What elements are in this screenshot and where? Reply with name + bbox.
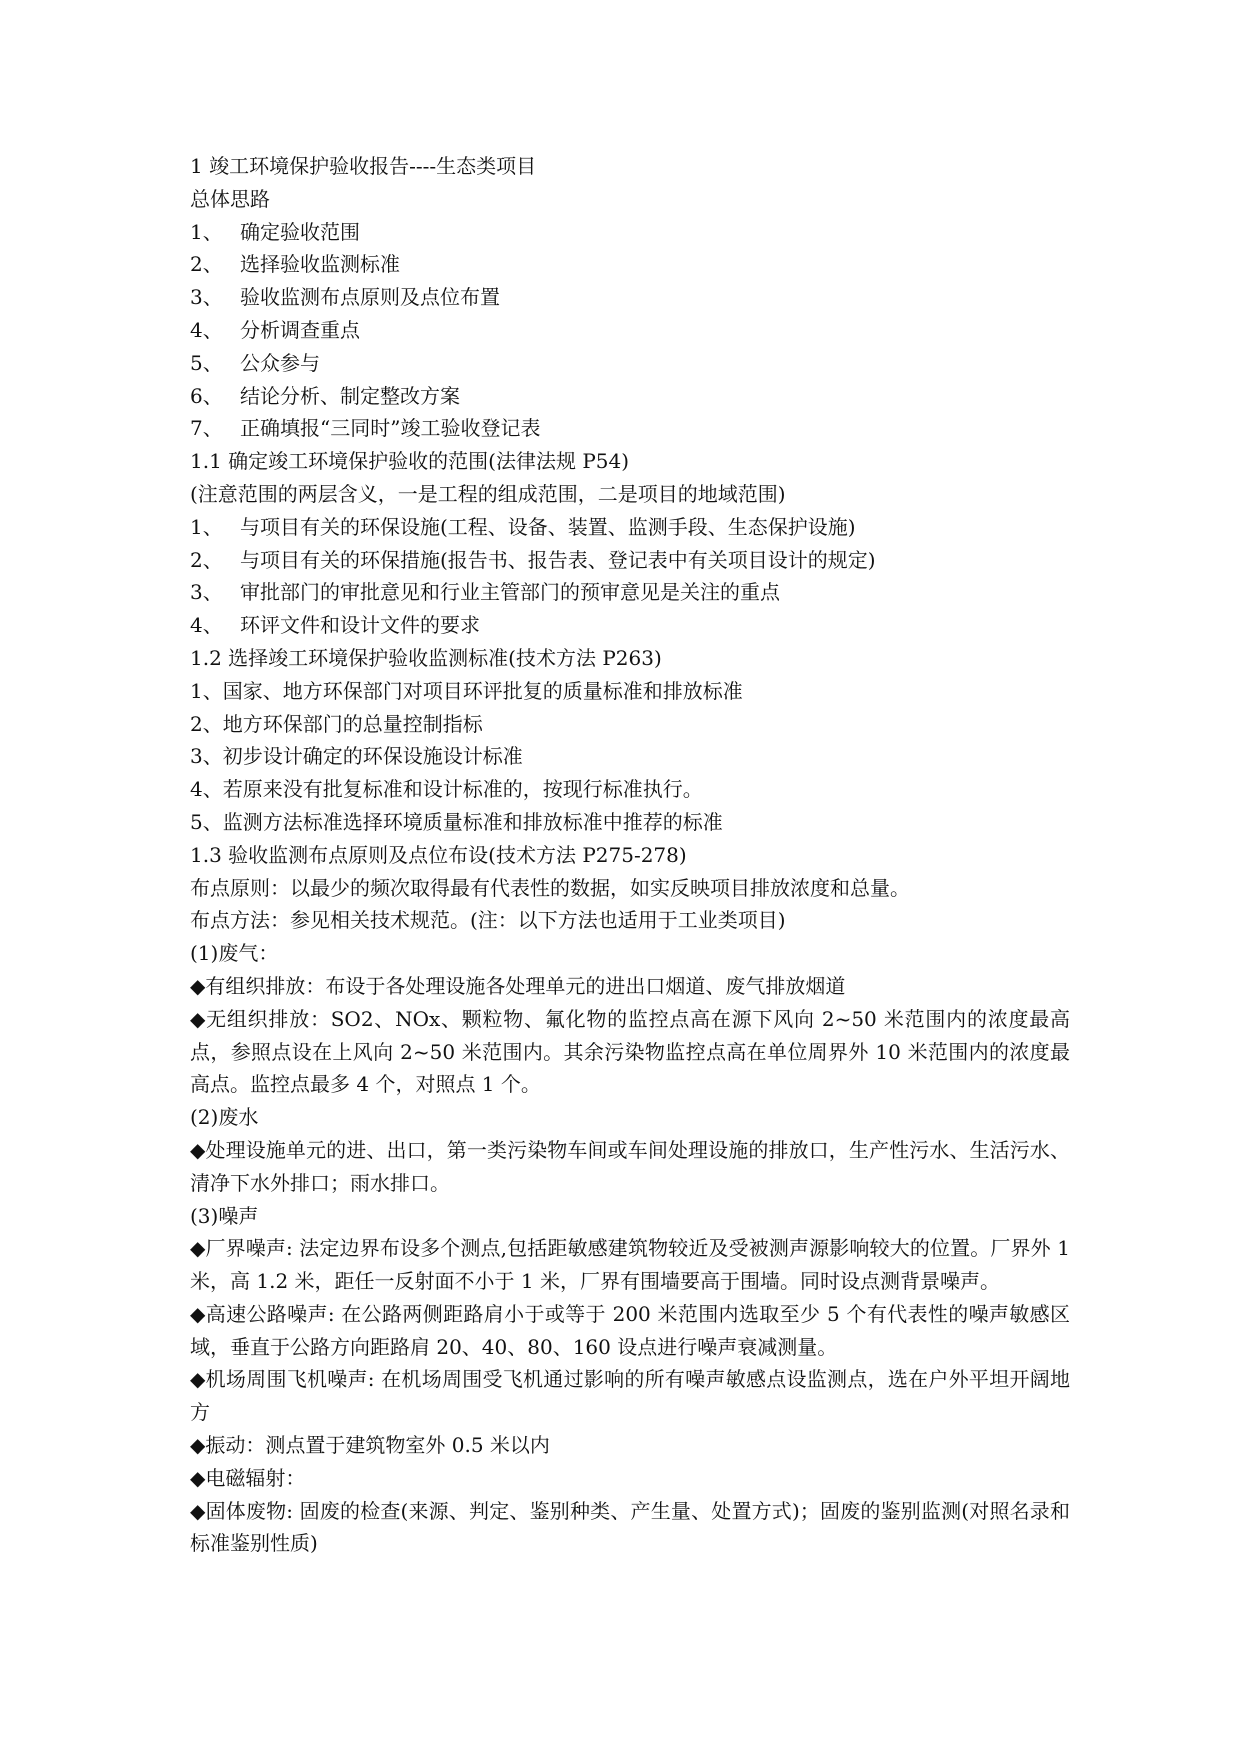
step-item xyxy=(190,380,1070,413)
step-number: 1、 xyxy=(190,219,223,244)
step-item xyxy=(190,412,1070,445)
layout-principle: 布点原则：以最少的频次取得最有代表性的数据，如实反映项目排放浓度和总量。 xyxy=(190,875,910,900)
step-number: 7、 xyxy=(190,416,223,441)
vibration-text: ◆振动：测点置于建筑物室外 0.5 米以内 xyxy=(190,1433,550,1458)
waste-water-heading: (2)废水 xyxy=(190,1105,259,1130)
section-1-1-note: (注意范围的两层含义，一是工程的组成范围，二是项目的地域范围) xyxy=(190,481,786,506)
scope-number: 4、 xyxy=(190,613,223,638)
section-1-2-heading: 1.2 选择竣工环境保护验收监测标准(技术方法 P263) xyxy=(190,645,662,670)
scope-number: 1、 xyxy=(190,514,223,539)
layout-method: 布点方法：参见相关技术规范。(注：以下方法也适用于工业类项目) xyxy=(190,908,786,933)
scope-text: 与项目有关的环保措施(报告书、报告表、登记表中有关项目设计的规定) xyxy=(240,547,876,572)
electromagnetic-text: ◆电磁辐射： xyxy=(190,1465,306,1490)
section-1-1-heading: 1.1 确定竣工环境保护验收的范围(法律法规 P54) xyxy=(190,449,630,474)
step-item xyxy=(190,248,1070,281)
step-text: 验收监测布点原则及点位布置 xyxy=(240,285,500,310)
document-title: 1 竣工环境保护验收报告----生态类项目 xyxy=(190,154,537,178)
scope-item xyxy=(190,576,1070,609)
step-text: 选择验收监测标准 xyxy=(240,252,400,277)
step-item xyxy=(190,216,1070,249)
scope-item xyxy=(190,511,1070,544)
step-item xyxy=(190,314,1070,347)
factory-noise-text: ◆厂界噪声: 法定边界布设多个测点,包括距敏感建筑物较近及受被测声源影响较大的位置。厂界外 1 米，高 1.2 米，距任一反射面不小于 1 米，厂界有围墙要高于围墙。同时设点测背景噪声。 xyxy=(190,1236,1070,1294)
step-text: 确定验收范围 xyxy=(240,219,360,244)
waste-water-text: ◆处理设施单元的进、出口，第一类污染物车间或车间处理设施的排放口，生产性污水、生活污水、清净下水外排口；雨水排口。 xyxy=(190,1137,1070,1195)
airport-noise-text: ◆机场周围飞机噪声: 在机场周围受飞机通过影响的所有噪声敏感点设监测点，选在户外平坦开阔地方 xyxy=(190,1367,1070,1425)
noise-heading: (3)噪声 xyxy=(190,1203,259,1228)
step-number: 3、 xyxy=(190,285,223,310)
waste-gas-heading: (1)废气： xyxy=(190,941,279,966)
highway-noise-text: ◆高速公路噪声: 在公路两侧距路肩小于或等于 200 米范围内选取至少 5 个有代表性的噪声敏感区域，垂直于公路方向距路肩 20、40、80、160 设点进行噪声衰减测量。 xyxy=(190,1301,1070,1359)
standard-item: 5、监测方法标准选择环境质量标准和排放标准中推荐的标准 xyxy=(190,809,723,834)
scope-number: 2、 xyxy=(190,547,223,572)
step-item xyxy=(190,347,1070,380)
scope-item xyxy=(190,609,1070,642)
overall-heading: 总体思路 xyxy=(190,186,270,211)
step-item xyxy=(190,281,1070,314)
scope-item xyxy=(190,544,1070,577)
standard-item: 1、国家、地方环保部门对项目环评批复的质量标准和排放标准 xyxy=(190,678,743,703)
solid-waste-text: ◆固体废物: 固废的检查(来源、判定、鉴别种类、产生量、处置方式)；固废的鉴别监测(对照名录和标准鉴别性质) xyxy=(190,1498,1070,1556)
step-text: 公众参与 xyxy=(240,350,320,375)
scope-text: 与项目有关的环保设施(工程、设备、装置、监测手段、生态保护设施) xyxy=(240,514,856,539)
standard-item: 3、初步设计确定的环保设施设计标准 xyxy=(190,744,523,769)
step-text: 正确填报“三同时”竣工验收登记表 xyxy=(240,416,541,441)
standard-item: 4、若原来没有批复标准和设计标准的，按现行标准执行。 xyxy=(190,777,703,802)
unorganized-emission-text: ◆无组织排放：SO2、NOx、颗粒物、氟化物的监控点高在源下风向 2~50 米范围内的浓度最高点，参照点设在上风向 2~50 米范围内。其余污染物监控点高在单位周界外 10 米范围内的浓度最高点。监控点最多 4 个，对照点 1 个。 xyxy=(190,1006,1070,1097)
step-text: 结论分析、制定整改方案 xyxy=(240,383,460,408)
step-number: 6、 xyxy=(190,383,223,408)
section-1-3-heading: 1.3 验收监测布点原则及点位布设(技术方法 P275-278) xyxy=(190,842,687,867)
standard-item: 2、地方环保部门的总量控制指标 xyxy=(190,711,483,736)
step-text: 分析调查重点 xyxy=(240,317,360,342)
document-page xyxy=(190,150,1070,1560)
organized-emission-text: ◆有组织排放：布设于各处理设施各处理单元的进出口烟道、废气排放烟道 xyxy=(190,973,846,998)
step-number: 4、 xyxy=(190,317,223,342)
step-number: 5、 xyxy=(190,350,223,375)
scope-text: 审批部门的审批意见和行业主管部门的预审意见是关注的重点 xyxy=(240,580,780,605)
scope-text: 环评文件和设计文件的要求 xyxy=(240,613,480,638)
scope-number: 3、 xyxy=(190,580,223,605)
step-number: 2、 xyxy=(190,252,223,277)
